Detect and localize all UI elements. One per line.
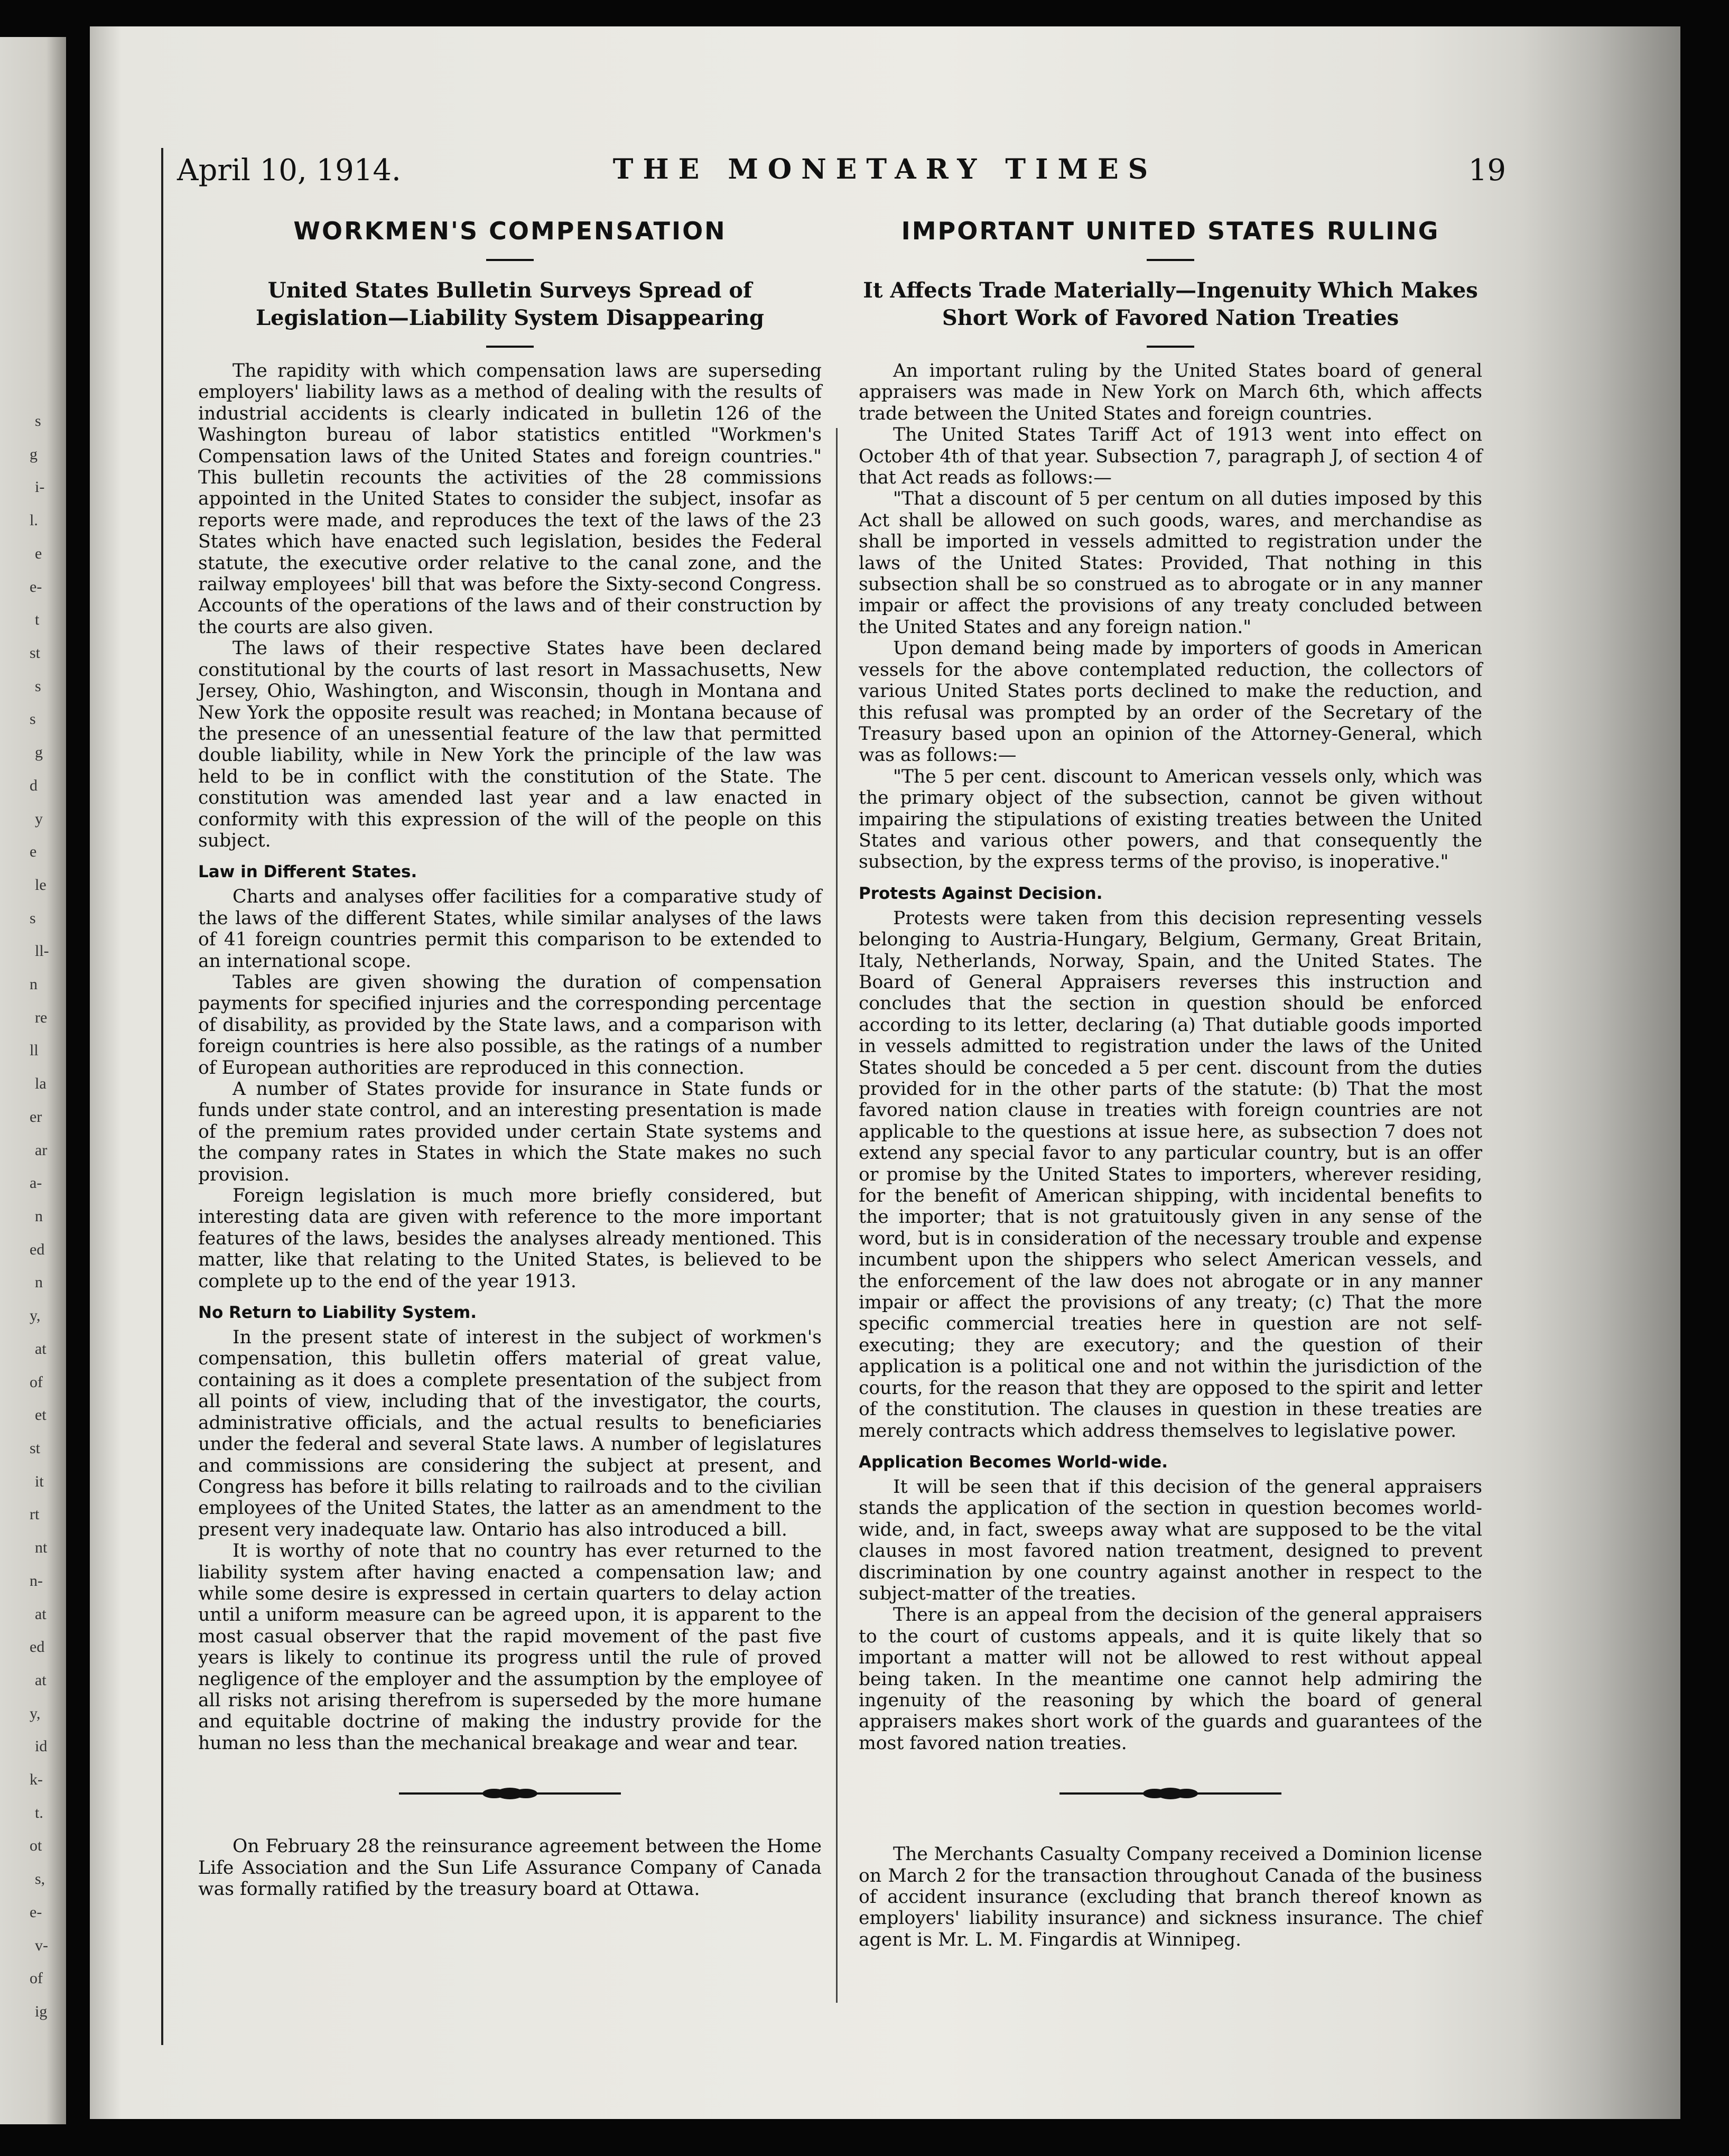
headline-divider: [486, 259, 534, 261]
margin-fragment: ed: [30, 1638, 45, 1656]
margin-fragment: t.: [35, 1804, 43, 1822]
margin-fragment: g: [30, 445, 38, 463]
article-paragraph: Upon demand being made by importers of goods in American vessels for the above contemplated reduction, the collectors of various United States ports declined to make the reduction, and this refusal was prompted by an order of the Secretary of the Treasury based upon an opinion of the Attorney-General, which was as follows:—: [859, 638, 1482, 766]
margin-fragment: ot: [30, 1837, 42, 1855]
margin-fragment: n: [35, 1274, 43, 1291]
margin-fragment: n: [30, 975, 38, 993]
margin-fragment: n-: [30, 1572, 43, 1590]
margin-fragment: id: [35, 1737, 48, 1755]
margin-fragment: s: [30, 909, 36, 927]
section-heading: Law in Different States.: [198, 862, 417, 882]
margin-fragment: e-: [30, 578, 42, 596]
page-header: [90, 132, 1680, 188]
subheadline-divider: [1147, 346, 1194, 348]
margin-fragment: k-: [30, 1771, 43, 1789]
margin-fragment: of: [30, 1969, 43, 1987]
left-subheadline: United States Bulletin Surveys Spread of Legislation—Liability System Disappearing: [255, 278, 764, 330]
ornament-icon: [399, 1783, 621, 1804]
article-paragraph: The United States Tariff Act of 1913 went into effect on October 4th of that year. Subsection 7, paragraph J, of section 4 of that Act reads as follows:—: [859, 424, 1482, 489]
margin-fragment: at: [35, 1671, 47, 1689]
margin-fragment: ed: [30, 1240, 45, 1258]
article-paragraph: Tables are given showing the duration of compensation payments for specified injuries and the corresponding percentage of disability, as provided by the State laws, and a comparison with foreign countries is here also possible, as the ratings of a number of European authorities are reproduced in this connection.: [198, 971, 822, 1079]
article-paragraph: Protests were taken from this decision representing vessels belonging to Austria-Hungary, Belgium, Germany, Great Britain, Italy, Netherlands, Norway, Spain, and the United States. The Board of General Appraisers reverses this instruction and concludes that the section in question should be enforced according to its letter, declaring (a) That dutiable goods imported in vessels admitted to registration under the laws of the United States should be conceded a 5 per cent. discount from the duties provided for in the other parts of the statute: (b) That the most favored nation clause in treaties with foreign countries are not applicable to the questions at issue here, as subsection 7 does not extend any special favor to any particular country, but is an offer or promise by the United States to importers, wherever residing, for the benefit of American shipping, with incidental benefits to the importer; that is not gratuitously given in any sense of the word, but is in consideration of the necessary trouble and expense incumbent upon the shippers who select American vessels, and the enforcement of the law does not abrogate or in any manner impair or affect the provisions of any treaty; (c) That the more specific commercial treaties here in question are not self-executing; they are executory; and the question of their application is a political one and not within the jurisdiction of the courts, for the reason that they are opposed to the spirit and letter of the constitution. The clauses in question in these treaties are merely contracts which address themselves to legislative power.: [859, 907, 1482, 1442]
ornament-icon: [1059, 1783, 1281, 1804]
margin-fragment: s: [35, 677, 41, 695]
margin-fragment: y,: [30, 1704, 41, 1722]
article-paragraph: There is an appeal from the decision of the general appraisers to the court of customs appeals, and it is quite likely that so important a matter will not be allowed to rest without appeal being taken. In the meantime one cannot help admiring the ingenuity of the reasoning by which the board of general appraisers makes short work of the guards and guarantees of the most favored nation treaties.: [859, 1604, 1482, 1754]
article-paragraph: An important ruling by the United States board of general appraisers was made in New York on March 6th, which affects trade between the United States and foreign countries.: [859, 360, 1482, 424]
page-curl-shadow: [1522, 26, 1680, 2119]
margin-fragment: s,: [35, 1870, 45, 1888]
margin-fragment: ll: [30, 1042, 39, 1060]
issue-date: April 10, 1914.: [177, 153, 401, 188]
article-paragraph: It is worthy of note that no country has ever returned to the liability system after having enacted a compensation law; and while some desire is expressed in certain quarters to delay action until a uniform measure can be agreed upon, it is apparent to the most casual observer that the rapid movement of the past five years is likely to continue its progress until the rule of proved negligence of the employer and the assumption by the employee of all risks not arising therefrom is superseded by the more humane and equitable doctrine of making the industry provide for the human no less than the mechanical breakage and wear and tear.: [198, 1540, 822, 1754]
headline-divider: [1147, 259, 1194, 261]
margin-fragment: et: [35, 1406, 47, 1424]
margin-fragment: ig: [35, 2003, 48, 2020]
subheadline-divider: [486, 346, 534, 348]
margin-fragment: n: [35, 1207, 43, 1225]
margin-fragment: e-: [30, 1903, 42, 1921]
margin-fragment: e: [35, 544, 42, 562]
article-paragraph: A number of States provide for insurance in State funds or funds under state control, and an interesting presentation is made of the premium rates provided under certain State systems and the company rates in States in which the State makes no such provision.: [198, 1079, 822, 1185]
margin-fragment: v-: [35, 1936, 48, 1954]
article-paragraph: In the present state of interest in the subject of workmen's compensation, this bulletin offers material of great value, containing as it does a complete presentation of the subject from all points of view, including that of the investigator, the courts, administrative officials, and the actual results to beneficiaries under the federal and several State laws. A number of legislatures and commissions are considering the subject at present, and Congress has before it bills relating to railroads and to the civilian employees of the United States, the latter as an amendment to the present very inadequate law. Ontario has also introduced a bill.: [198, 1327, 822, 1540]
margin-fragment: a-: [30, 1174, 42, 1192]
margin-fragment: st: [30, 1439, 41, 1457]
margin-fragment: of: [30, 1373, 43, 1391]
article-paragraph: Foreign legislation is much more briefly considered, but interesting data are given with reference to the more important features of the laws, besides the analyses already mentioned. This matter, like that relating to the United States, is believed to be complete up to the end of the year 1913.: [198, 1185, 822, 1292]
article-paragraph: The laws of their respective States have been declared constitutional by the courts of last resort in Massachusetts, New Jersey, Ohio, Washington, and Wisconsin, though in Montana and New York the opposite result was reached; in Montana because of the presence of an unessential feature of the law that permitted double liability, while in New York the principle of the law was held to be in conflict with the constitution of the State. The constitution was amended last year and a law enacted in conformity with this expression of the will of the people on this subject.: [198, 638, 822, 851]
right-subheadline: It Affects Trade Materially—Ingenuity Which Makes Short Work of Favored Nation Treaties: [863, 278, 1478, 330]
article-paragraph: Charts and analyses offer facilities for a comparative study of the laws of the different States, while similar analyses of the laws of 41 foreign countries permit this comparison to be extended to an international scope.: [198, 886, 822, 972]
margin-fragment: at: [35, 1340, 47, 1358]
margin-fragment: at: [35, 1605, 47, 1623]
margin-fragment: st: [30, 644, 41, 662]
section-heading: Application Becomes World-wide.: [859, 1452, 1168, 1472]
newspaper-page: [90, 26, 1680, 2119]
quoted-opinion: "The 5 per cent. discount to American vessels only, which was the primary object of the subsection, cannot be given without impairing the stipulations of existing treaties between the United States and various other powers, and that consequently the subsection, by the express terms of the proviso, is inoperative.": [859, 766, 1482, 873]
margin-fragment: ar: [35, 1141, 48, 1159]
left-margin-rule: [161, 148, 163, 2045]
margin-fragment: e: [30, 843, 37, 861]
ornamental-divider: [859, 1783, 1482, 1815]
margin-fragment: s: [30, 710, 36, 728]
notice-paragraph: The Merchants Casualty Company received a Dominion license on March 2 for the transaction throughout Canada of the business of accident insurance (excluding that branch thereof known as employers' liability insurance) and sickness insurance. The chief agent is Mr. L. M. Fingardis at Winnipeg.: [859, 1844, 1482, 1950]
page-number: 19: [1468, 153, 1506, 188]
margin-fragment: t: [35, 611, 40, 629]
right-article-body: [859, 360, 1482, 1754]
left-headline: WORKMEN'S COMPENSATION: [293, 217, 727, 245]
margin-fragment: er: [30, 1108, 42, 1126]
margin-fragment: d: [30, 776, 38, 794]
left-news-notice: [198, 1836, 822, 1900]
right-news-notice: [859, 1844, 1482, 1950]
ornamental-divider: [198, 1783, 822, 1815]
margin-fragment: it: [35, 1472, 44, 1490]
notice-paragraph: On February 28 the reinsurance agreement between the Home Life Association and the Sun Life Assurance Company of Canada was formally ratified by the treasury board at Ottawa.: [198, 1836, 822, 1900]
section-heading: No Return to Liability System.: [198, 1303, 477, 1323]
section-heading: Protests Against Decision.: [859, 884, 1103, 903]
left-article-body: [198, 360, 822, 1754]
margin-fragment: s: [35, 412, 41, 430]
left-column: [198, 217, 822, 1900]
center-column-rule: [836, 428, 838, 2003]
margin-fragment: nt: [35, 1539, 48, 1557]
masthead: THE MONETARY TIMES: [612, 153, 1158, 185]
margin-fragment: g: [35, 744, 43, 761]
margin-fragment: ll-: [35, 942, 49, 960]
margin-fragment: le: [35, 876, 47, 894]
margin-fragment: y: [35, 810, 43, 828]
margin-fragment: la: [35, 1075, 47, 1093]
margin-fragment: i-: [35, 478, 45, 496]
margin-fragment: rt: [30, 1506, 40, 1523]
quoted-statute: "That a discount of 5 per centum on all duties imposed by this Act shall be allowed on such goods, wares, and merchandise as shall be imported in vessels admitted to registration under the laws of the United States: Provided, That nothing in this subsection shall be so construed as to abrogate or in any manner impair or affect the provisions of any treaty concluded between the United States and any foreign nation.": [859, 488, 1482, 638]
margin-fragment: y,: [30, 1307, 41, 1325]
article-paragraph: The rapidity with which compensation laws are superseding employers' liability laws as a method of dealing with the results of industrial accidents is clearly indicated in bulletin 126 of the Washington bureau of labor statistics entitled "Workmen's Compensation laws of the United States and foreign countries." This bulletin recounts the activities of the 28 commissions appointed in the United States to consider the subject, insofar as reports were made, and reproduces the text of the laws of the 23 States which have enacted such legislation, besides the Federal statute, the executive order relative to the canal zone, and the railway employees' bill that was before the Sixty-second Congress. Accounts of the operations of the laws and of their construction by the courts are also given.: [198, 360, 822, 638]
right-column: [859, 217, 1482, 1950]
right-headline: IMPORTANT UNITED STATES RULING: [901, 217, 1440, 245]
previous-page-edge: [0, 37, 66, 2124]
margin-fragment: re: [35, 1008, 48, 1026]
margin-fragment: l.: [30, 512, 38, 529]
article-paragraph: It will be seen that if this decision of the general appraisers stands the application of the section in question becomes world-wide, and, in fact, sweeps away what are supposed to be the vital clauses in most favored nation treatment, designed to prevent discrimination by one country against another in respect to the subject-matter of the treaties.: [859, 1476, 1482, 1604]
